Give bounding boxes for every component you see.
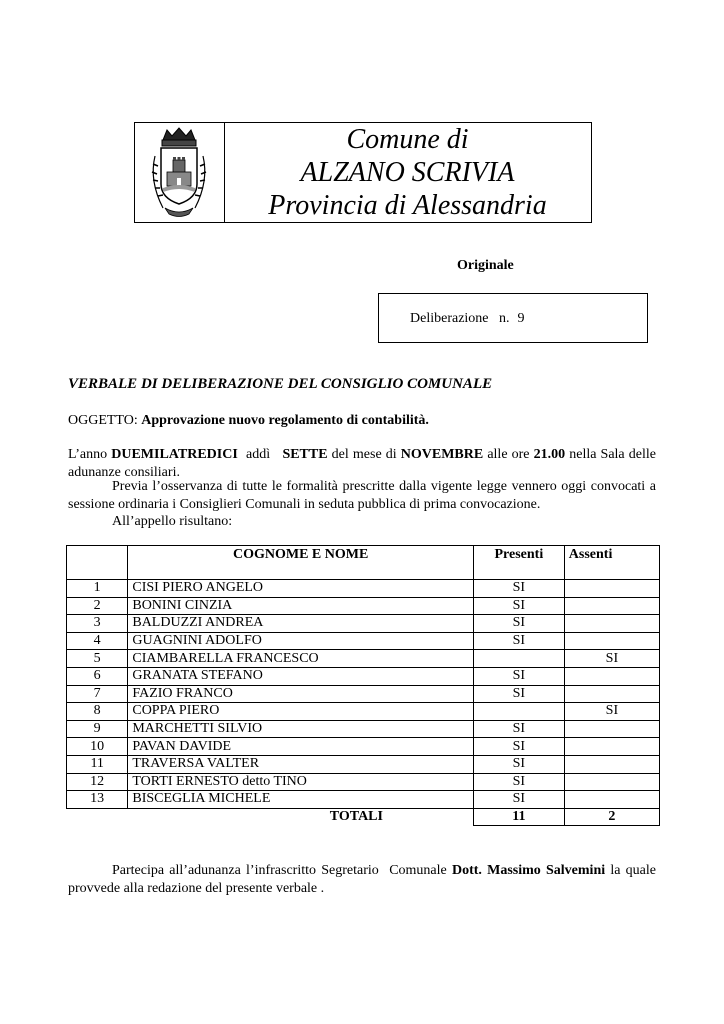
secretary-name: Dott. Massimo Salvemini: [451, 863, 606, 878]
totals-absent: 2: [564, 808, 659, 826]
header-name: COGNOME E NOME: [128, 546, 474, 580]
p1-text-a: L’anno: [68, 447, 112, 462]
deliberation-number: 9: [517, 311, 525, 326]
present-mark: SI: [473, 615, 564, 633]
document-title: VERBALE DI DELIBERAZIONE DEL CONSIGLIO COMUNALE: [68, 376, 493, 392]
document-status: Originale: [457, 258, 514, 273]
row-number: 4: [67, 632, 128, 650]
subject-line: [68, 413, 429, 429]
p1-day: SETTE: [282, 447, 328, 462]
councillor-name: GUAGNINI ADOLFO: [128, 632, 474, 650]
present-mark: SI: [473, 791, 564, 809]
row-number: 3: [67, 615, 128, 633]
councillor-name: TORTI ERNESTO detto TINO: [128, 773, 474, 791]
present-mark: SI: [473, 597, 564, 615]
councillor-name: BALDUZZI ANDREA: [128, 615, 474, 633]
absent-mark: [564, 738, 659, 756]
row-number: 5: [67, 650, 128, 668]
councillor-name: GRANATA STEFANO: [128, 667, 474, 685]
convocation-paragraph: Previa l’osservanza di tutte le formalità prescritte dalla vigente legge vennero oggi convocati a sessione ordinaria i Consiglieri Comunali in seduta pubblica di prima convocazione.: [68, 479, 656, 512]
p1-year: DUEMILATREDICI: [111, 447, 238, 462]
header-absent: Assenti: [564, 546, 659, 580]
absent-mark: SI: [564, 650, 659, 668]
roll-call-intro: All’appello risultano:: [112, 514, 233, 529]
title-line-1: Comune di: [346, 124, 469, 155]
present-mark: SI: [473, 632, 564, 650]
absent-mark: [564, 791, 659, 809]
municipality-title: [224, 123, 591, 222]
row-number: 10: [67, 738, 128, 756]
councillor-name: PAVAN DAVIDE: [128, 738, 474, 756]
present-mark: SI: [473, 720, 564, 738]
deliberation-label: [410, 311, 525, 327]
totals-row: [67, 808, 660, 826]
session-paragraph: [68, 446, 660, 481]
row-number: 1: [67, 580, 128, 598]
councillor-name: BISCEGLIA MICHELE: [128, 791, 474, 809]
present-mark: SI: [473, 738, 564, 756]
header-box: [134, 122, 592, 223]
table-row: [67, 615, 660, 633]
subject-text: Approvazione nuovo regolamento di contabilità.: [141, 413, 429, 428]
absent-mark: [564, 632, 659, 650]
councillor-name: BONINI CINZIA: [128, 597, 474, 615]
table-row: [67, 738, 660, 756]
table-row: [67, 650, 660, 668]
row-number: 12: [67, 773, 128, 791]
table-row: [67, 703, 660, 721]
row-number: 9: [67, 720, 128, 738]
totals-present: 11: [473, 808, 564, 826]
p1-text-e: nella Sala delle adunanze consiliari.: [68, 447, 660, 480]
present-mark: SI: [473, 685, 564, 703]
deliberation-text: Deliberazione n.: [410, 311, 510, 326]
subject-label: OGGETTO:: [68, 413, 138, 428]
header-present: Presenti: [473, 546, 564, 580]
table-row: [67, 791, 660, 809]
p1-hour: 21.00: [533, 447, 566, 462]
row-number: 8: [67, 703, 128, 721]
absent-mark: [564, 685, 659, 703]
p1-text-c: del mese di: [327, 447, 401, 462]
councillor-name: CIAMBARELLA FRANCESCO: [128, 650, 474, 668]
absent-mark: [564, 720, 659, 738]
p1-text-d: alle ore: [483, 447, 534, 462]
roll-call-table: [66, 545, 660, 826]
councillor-name: CISI PIERO ANGELO: [128, 580, 474, 598]
absent-mark: SI: [564, 703, 659, 721]
absent-mark: [564, 667, 659, 685]
councillor-name: MARCHETTI SILVIO: [128, 720, 474, 738]
totals-blank: [67, 808, 128, 826]
secretary-paragraph: [68, 862, 660, 897]
absent-mark: [564, 755, 659, 773]
councillor-name: FAZIO FRANCO: [128, 685, 474, 703]
table-row: [67, 755, 660, 773]
table-row: [67, 580, 660, 598]
table-header-row: [67, 546, 660, 580]
absent-mark: [564, 597, 659, 615]
row-number: 13: [67, 791, 128, 809]
p1-text-b: addì: [237, 447, 283, 462]
present-mark: SI: [473, 773, 564, 791]
header-num: [67, 546, 128, 580]
p4-text-a: Partecipa all’adunanza l’infrascritto Segretario Comunale: [112, 863, 452, 878]
present-mark: [473, 703, 564, 721]
table-row: [67, 685, 660, 703]
row-number: 2: [67, 597, 128, 615]
row-number: 11: [67, 755, 128, 773]
title-line-3: Provincia di Alessandria: [268, 190, 547, 221]
absent-mark: [564, 580, 659, 598]
row-number: 7: [67, 685, 128, 703]
totals-label: TOTALI: [128, 808, 474, 826]
table-row: [67, 597, 660, 615]
p4-text-b: la quale provvede alla redazione del presente verbale .: [68, 863, 660, 896]
present-mark: [473, 650, 564, 668]
title-line-2: ALZANO SCRIVIA: [300, 157, 515, 188]
table-row: [67, 667, 660, 685]
table-row: [67, 773, 660, 791]
p1-month: NOVEMBRE: [400, 447, 484, 462]
councillor-name: COPPA PIERO: [128, 703, 474, 721]
absent-mark: [564, 773, 659, 791]
table-row: [67, 632, 660, 650]
present-mark: SI: [473, 580, 564, 598]
table-row: [67, 720, 660, 738]
municipal-crest-icon: [141, 126, 217, 220]
crest-cell: [135, 123, 225, 222]
row-number: 6: [67, 667, 128, 685]
present-mark: SI: [473, 755, 564, 773]
deliberation-box: [378, 293, 648, 343]
present-mark: SI: [473, 667, 564, 685]
councillor-name: TRAVERSA VALTER: [128, 755, 474, 773]
absent-mark: [564, 615, 659, 633]
